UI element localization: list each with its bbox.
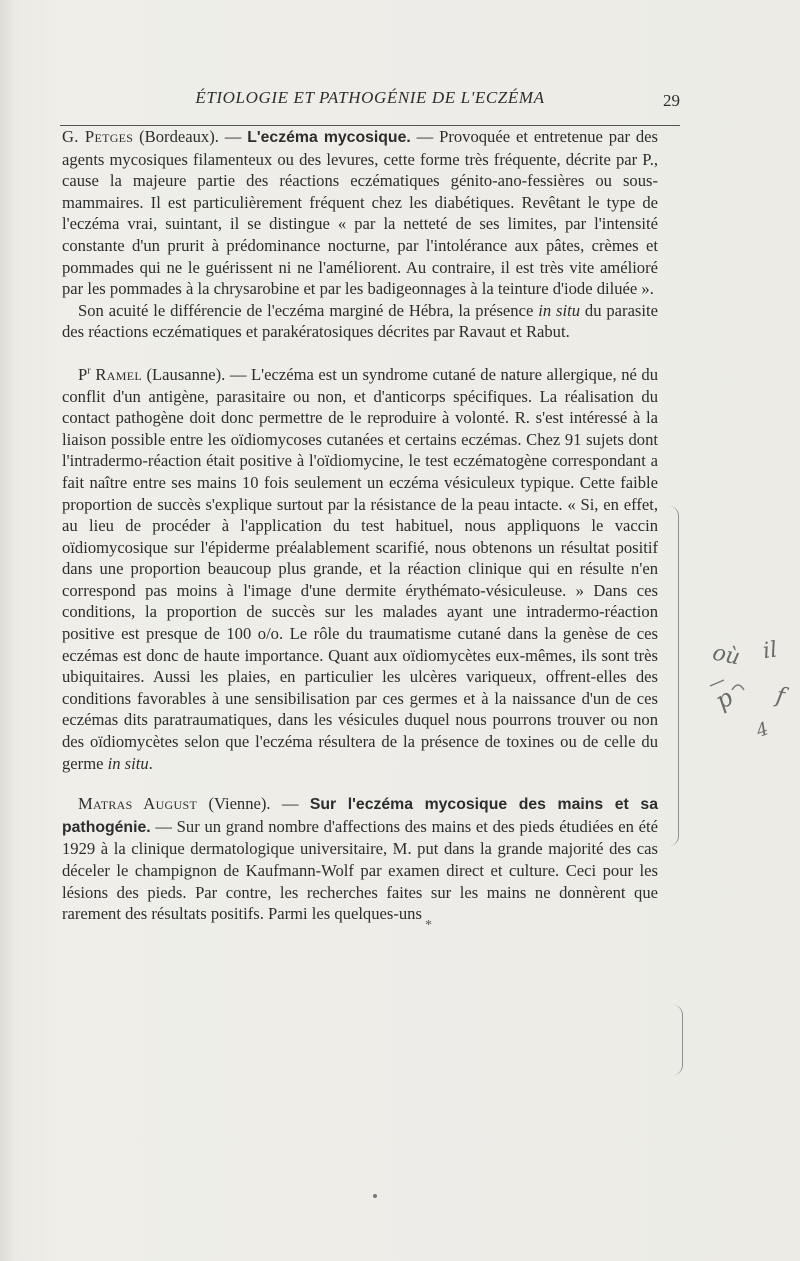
entry-ramel [62,364,658,774]
handwritten-annotation [706,628,798,748]
margin-bracket [666,506,679,846]
italic-term: in situ [538,300,580,320]
page-number: 29 [663,91,680,110]
paragraph-text: du parasite des réactions eczématiques et parakératosiques décrites par Ravaut et Rabut. [62,300,658,342]
annotation-text: f [774,683,787,710]
page-header [60,88,680,116]
article-title: Sur l'eczéma mycosique des mains et sa pathogénie. [62,796,658,836]
article-title: L'eczéma mycosique. [247,129,411,146]
section-gap [62,343,658,364]
author-prefix: P [78,364,88,384]
author-city: (Bordeaux). — [133,127,248,146]
author-name: G. Petges [62,127,134,146]
asterism-mark: * [425,918,432,933]
paragraph-text: Son acuité le différencie de l'eczéma marginé de Hébra, la présence [78,300,539,320]
author-city: (Vienne). — [197,794,310,814]
author-prefix-sup: r [87,365,91,377]
entry-text: — Provoquée et entretenue par des agents mycosiques filamenteux ou des levures, cette forme très fréquente, décrite par P., cause la majeure partie des réactions eczématiques génito-ano-fessières ou sous-mammaires. Il est particulièrement fréquent chez les diabétiques. Revêtant le type de l'eczéma vrai, suintant, il se distingue « par la netteté de ses limites, par l'intensité constante d'un prurit à prédominance nocturne, par l'intolérance aux pâtes, crèmes et pommades qui ne le guérissent ni ne l'améliorent. Au contraire, il est très vite amélioré par les pommades à la chrysarobine et par les badigeonnages à la teinture d'iode diluée ». [62,127,658,299]
entry-text-end: . [148,753,153,773]
annotation-text: p [710,683,738,716]
paragraph [62,300,658,343]
section-gap [62,774,658,793]
annotation-text: où [710,640,743,671]
author-name: Matras August [78,794,198,814]
author-city: (Lausanne). [141,364,226,384]
author-name: Ramel [90,364,142,384]
entry-text: — Sur un grand nombre d'affections des mains et des pieds étudiées en été 1929 à la clinique dermatologique universitaire, M. put dans la grande majorité des cas déceler le champignon de Kaufmann-Wolf par examen direct et culture. Ceci pour les lésions des pieds. Par contre, les recherches faites sur les mains ne donnèrent que rarement des résultats positifs. Parmi les quelques-uns [62,816,658,924]
italic-term: in situ [107,753,149,773]
margin-bracket [670,1005,683,1075]
stray-mark [373,1194,377,1198]
running-title: ÉTIOLOGIE ET PATHOGÉNIE DE L'ECZÉMA [195,88,545,107]
annotation-text: 4 [753,718,772,742]
entry-petges [62,126,658,300]
entry-text: — L'eczéma est un syndrome cutané de nature allergique, né du conflit d'un antigène, parasitaire ou non, et d'anticorps spécifiques. La réalisation du contact pathogène doit donc permettre de le reproduire à volonté. R. s'est intéressé à la liaison possible entre les oïdiomycoses cutanées et certains eczémas. Chez 91 sujets dont l'intradermo-réaction était positive à l'oïdiomycine, le test eczématogène correspondant a fait naître entre ses mains 10 fois seulement un eczéma vésiculeux typique. Cette faible proportion de succès s'explique surtout par la résistance de la peau intacte. « Si, en effet, au lieu de procéder à l'application du test habituel, nous appliquons le vaccin oïdiomycosique sur l'épiderme préalablement scarifié, nous obtenons un résultat positif dans une proportion beaucoup plus grande, et la réaction clinique qui en résulte n'en correspond pas moins à l'image d'une dermite érythémato-vésiculeuse. » Dans ces conditions, la proportion de succès sur les malades ayant une intradermo-réaction positive est presque de 100 o/o. Le rôle du traumatisme cutané dans la genèse de ces eczémas est donc de haute importance. Quant aux oïdiomycètes eux-mêmes, ils sont très ubiquitaires. Aussi les plaies, en particulier les ulcères variqueux, offrent-elles des conditions favorables à une sensibilisation par ces germes et à la naissance d'un de ces eczémas dits paratraumatiques, dans les vésicules duquel nous pourrons trouver ou non des oïdiomycètes selon que l'eczéma résultera de la présence de toxines ou de celle du germe [62,364,658,773]
page-body [62,126,658,925]
annotation-text: il [761,637,779,665]
entry-matras [62,793,658,925]
